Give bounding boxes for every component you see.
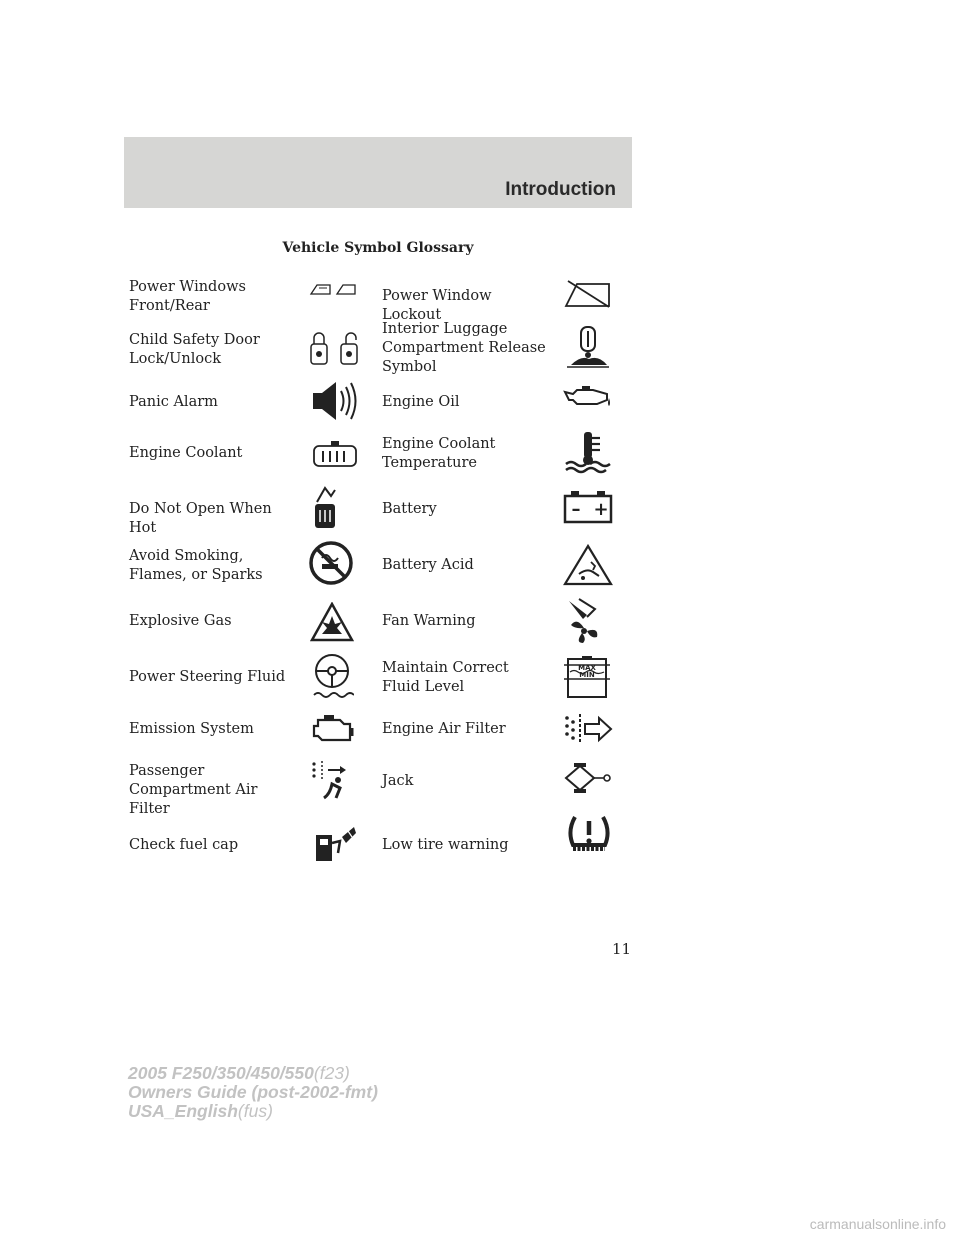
watermark: carmanualsonline.info [809, 1216, 946, 1232]
label-emission-system: Emission System [129, 721, 254, 737]
explosive-gas-icon [310, 602, 354, 642]
footer-language-code: (fus) [237, 1101, 273, 1121]
footer-model-code: (f23) [313, 1063, 350, 1083]
do-not-open-hot-icon [311, 484, 339, 530]
fluid-level-icon [562, 655, 612, 699]
label-child-safety-lock: Child Safety Door Lock/Unlock [129, 332, 260, 367]
label-engine-air-filter: Engine Air Filter [382, 721, 506, 737]
label-power-windows: Power Windows Front/Rear [129, 279, 246, 314]
low-tire-warning-icon [565, 813, 613, 855]
fluid-max-label: MAX [578, 664, 596, 672]
emission-system-icon [310, 712, 356, 746]
label-battery-acid: Battery Acid [382, 557, 474, 573]
fan-warning-icon [565, 597, 603, 645]
label-power-steering-fluid: Power Steering Fluid [129, 669, 286, 685]
label-low-tire-warning: Low tire warning [382, 837, 509, 853]
passenger-air-filter-icon [310, 758, 354, 804]
label-engine-coolant: Engine Coolant [129, 445, 243, 461]
label-fan-warning: Fan Warning [382, 613, 476, 629]
section-header-band [124, 137, 632, 208]
label-engine-oil: Engine Oil [382, 394, 460, 410]
battery-plus-sign: + [593, 499, 609, 520]
label-luggage-release: Interior Luggage Compartment Release Symbol [382, 321, 546, 375]
label-power-window-lockout: Power Window Lockout [382, 288, 492, 323]
power-steering-fluid-icon [310, 652, 354, 700]
luggage-release-icon [565, 325, 611, 373]
document-footer [128, 1064, 378, 1121]
check-fuel-cap-icon [312, 823, 358, 863]
label-correct-fluid-level: Maintain Correct Fluid Level [382, 660, 509, 695]
no-smoking-icon [308, 540, 354, 586]
engine-coolant-icon [312, 438, 358, 468]
child-lock-icon [309, 330, 361, 366]
page-number: 11 [612, 940, 632, 958]
label-panic-alarm: Panic Alarm [129, 394, 218, 410]
battery-minus-sign: – [571, 499, 581, 520]
label-avoid-smoking: Avoid Smoking, Flames, or Sparks [129, 548, 263, 583]
coolant-temperature-icon [564, 430, 612, 474]
label-do-not-open-hot: Do Not Open When Hot [129, 501, 272, 536]
label-coolant-temperature: Engine Coolant Temperature [382, 436, 496, 471]
glossary-title: Vehicle Symbol Glossary [282, 240, 474, 256]
power-windows-icon [309, 282, 359, 296]
section-title: Introduction [505, 179, 616, 200]
fluid-min-label: MIN [579, 671, 595, 679]
label-explosive-gas: Explosive Gas [129, 613, 232, 629]
label-passenger-air-filter: Passenger Compartment Air Filter [129, 763, 258, 817]
panic-alarm-icon [310, 379, 358, 423]
window-lockout-icon [563, 279, 613, 309]
engine-oil-icon [563, 384, 613, 410]
jack-icon [562, 762, 614, 794]
label-battery: Battery [382, 501, 437, 517]
label-check-fuel-cap: Check fuel cap [129, 837, 239, 853]
footer-guide: Owners Guide (post-2002-fmt) [128, 1082, 378, 1102]
engine-air-filter-icon [563, 712, 613, 746]
footer-language: USA_English [128, 1101, 238, 1121]
label-jack: Jack [382, 773, 414, 789]
battery-acid-icon [563, 544, 613, 586]
footer-model: 2005 F250/350/450/550 [128, 1063, 314, 1083]
battery-icon [563, 490, 613, 524]
